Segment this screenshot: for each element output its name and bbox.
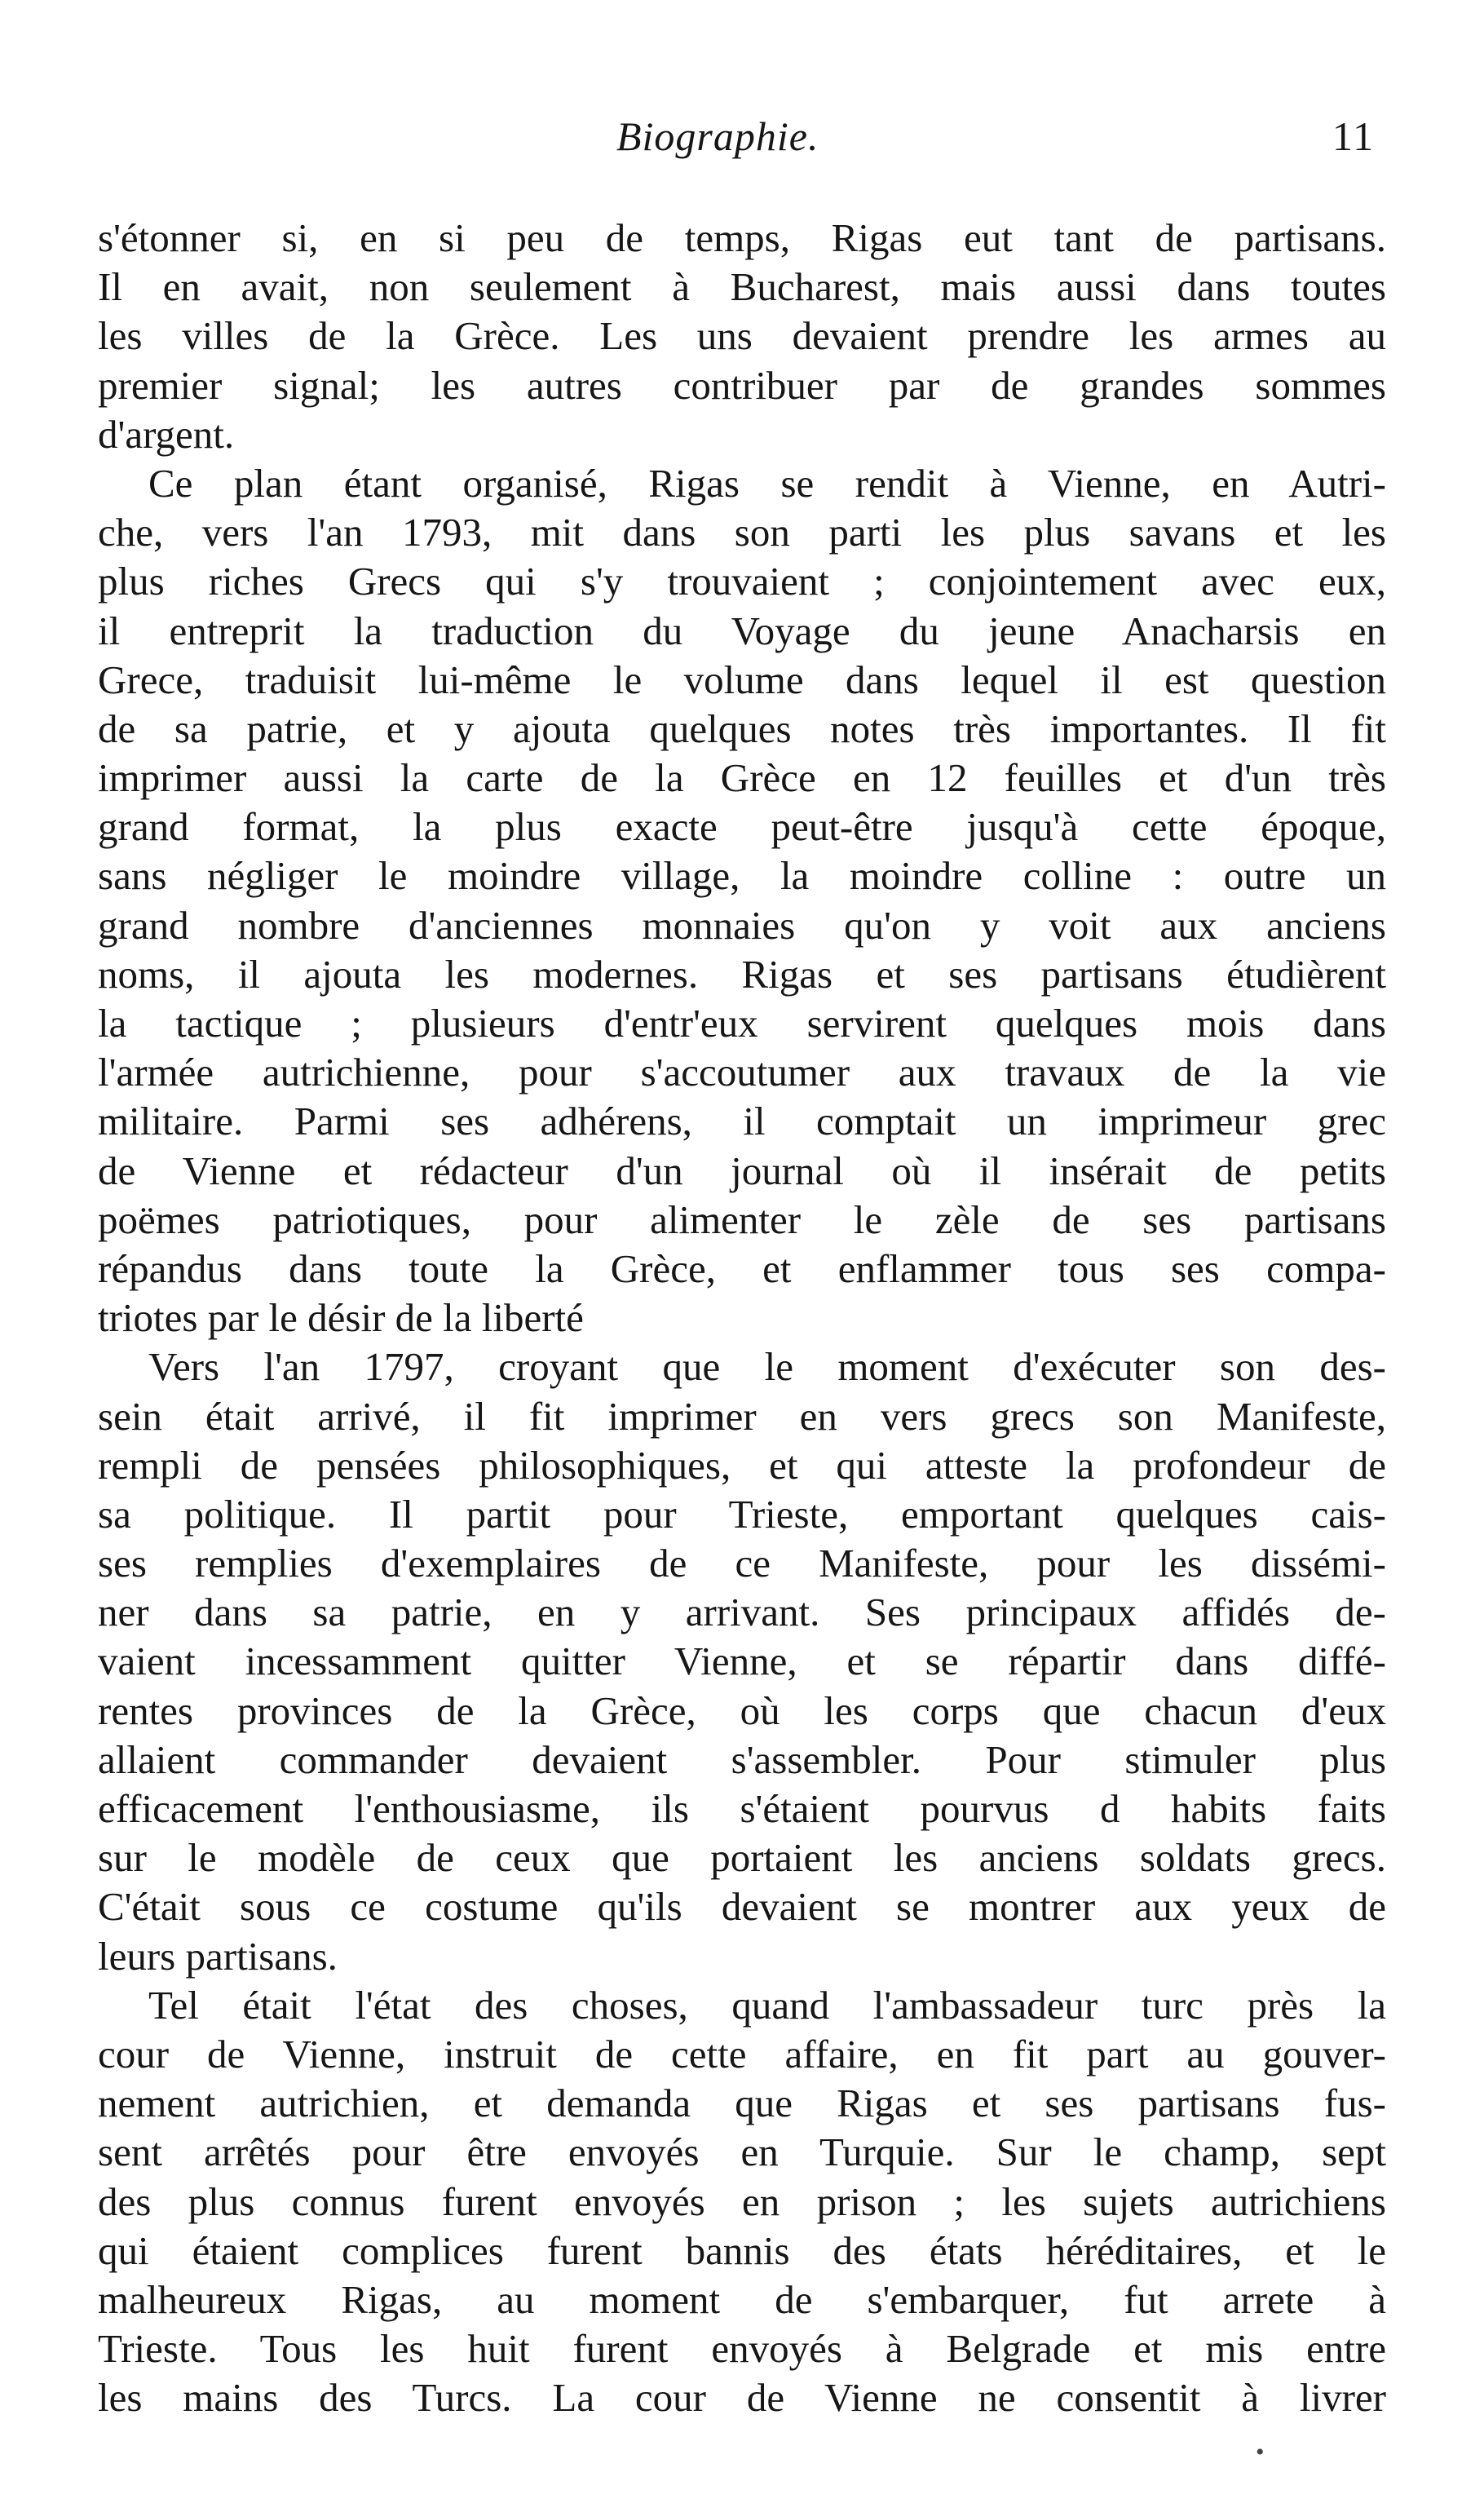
text-line: Trieste. Tous les huit furent envoyés à Belgrade et mis entre [98, 2326, 1386, 2372]
running-title: Biographie. [616, 113, 819, 159]
text-line: les mains des Turcs. La cour de Vienne ne consentit à livrer [98, 2375, 1386, 2421]
page-number: 11 [1332, 113, 1376, 159]
text-line: Tel était l'état des choses, quand l'ambassadeur turc près la [148, 1982, 1386, 2028]
text-line: sent arrêtés pour être envoyés en Turquie. Sur le champ, sept [98, 2129, 1386, 2175]
text-line: ner dans sa patrie, en y arrivant. Ses principaux affidés de- [98, 1590, 1386, 1635]
text-line: poëmes patriotiques, pour alimenter le zèle de ses partisans [98, 1196, 1386, 1242]
text-line: vaient incessamment quitter Vienne, et se répartir dans diffé- [98, 1639, 1386, 1684]
text-line: Grece, traduisit lui-même le volume dans lequel il est question [98, 657, 1386, 702]
text-line: plus riches Grecs qui s'y trouvaient ; conjointement avec eux, [98, 559, 1386, 604]
text-line: triotes par le désir de la liberté [98, 1295, 584, 1341]
text-line: Il en avait, non seulement à Bucharest, mais aussi dans toutes [98, 264, 1386, 310]
text-line: imprimer aussi la carte de la Grèce en 12 feuilles et d'un très [98, 755, 1386, 801]
text-line: nement autrichien, et demanda que Rigas et ses partisans fus- [98, 2081, 1386, 2126]
text-line: sans négliger le moindre village, la moindre colline : outre un [98, 853, 1386, 899]
text-line: Ce plan étant organisé, Rigas se rendit à Vienne, en Autri- [148, 460, 1386, 506]
text-line: C'était sous ce costume qu'ils devaient se montrer aux yeux de [98, 1884, 1386, 1930]
text-line: che, vers l'an 1793, mit dans son parti les plus savans et les [98, 510, 1386, 555]
text-line: qui étaient complices furent bannis des états héréditaires, et le [98, 2227, 1386, 2273]
text-line: grand format, la plus exacte peut-être jusqu'à cette époque, [98, 804, 1386, 850]
text-line: malheureux Rigas, au moment de s'embarquer, fut arrete à [98, 2276, 1386, 2322]
text-line: sur le modèle de ceux que portaient les anciens soldats grecs. [98, 1835, 1386, 1881]
text-line: sein était arrivé, il fit imprimer en vers grecs son Manifeste, [98, 1393, 1386, 1439]
text-line: des plus connus furent envoyés en prison ; les sujets autrichiens [98, 2178, 1386, 2224]
body-text [98, 214, 1386, 2422]
text-line: Vers l'an 1797, croyant que le moment d'exécuter son des- [148, 1344, 1386, 1390]
text-line: cour de Vienne, instruit de cette affaire, en fit part au gouver- [98, 2031, 1386, 2076]
text-line: d'argent. [98, 411, 235, 457]
text-line: sa politique. Il partit pour Trieste, emportant quelques cais- [98, 1491, 1386, 1537]
text-line: répandus dans toute la Grèce, et enflammer tous ses compa- [98, 1245, 1386, 1291]
text-line: s'étonner si, en si peu de temps, Rigas eut tant de partisans. [98, 215, 1386, 260]
text-line: grand nombre d'anciennes monnaies qu'on y voit aux anciens [98, 902, 1386, 948]
text-line: rempli de pensées philosophiques, et qui atteste la profondeur de [98, 1442, 1386, 1488]
text-line: premier signal; les autres contribuer par de grandes sommes [98, 362, 1386, 408]
text-line: noms, il ajouta les modernes. Rigas et ses partisans étudièrent [98, 951, 1386, 997]
text-line: de sa patrie, et y ajouta quelques notes très importantes. Il fit [98, 705, 1386, 751]
text-line: il entreprit la traduction du Voyage du jeune Anacharsis en [98, 608, 1386, 653]
text-line: rentes provinces de la Grèce, où les corps que chacun d'eux [98, 1687, 1386, 1733]
text-line: ses remplies d'exemplaires de ce Manifeste, pour les dissémi- [98, 1541, 1386, 1586]
text-line: efficacement l'enthousiasme, ils s'étaient pourvus d habits faits [98, 1786, 1386, 1831]
text-line: allaient commander devaient s'assembler. Pour stimuler plus [98, 1736, 1386, 1782]
text-line: les villes de la Grèce. Les uns devaient prendre les armes au [98, 313, 1386, 359]
text-line: militaire. Parmi ses adhérens, il comptait un imprimeur grec [98, 1099, 1386, 1144]
text-line: la tactique ; plusieurs d'entr'eux servirent quelques mois dans [98, 1001, 1386, 1046]
text-line: l'armée autrichienne, pour s'accoutumer aux travaux de la vie [98, 1050, 1386, 1095]
text-line: de Vienne et rédacteur d'un journal où il insérait de petits [98, 1148, 1386, 1193]
text-line: leurs partisans. [98, 1933, 338, 1979]
printer-mark: • [1256, 2439, 1265, 2466]
page-header [0, 113, 1484, 178]
